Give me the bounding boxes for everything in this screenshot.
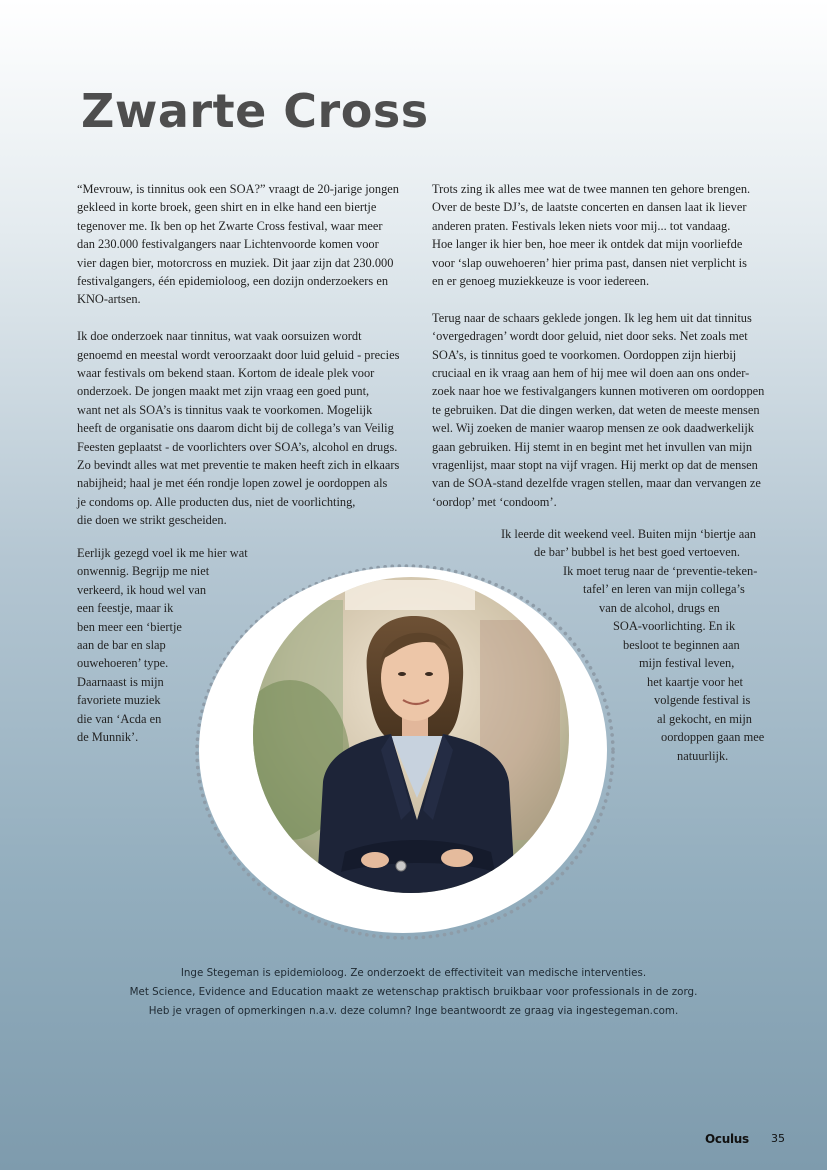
text-line: vragenlijst, maar stopt na vijf vragen. Hij merkt op dat de mensen: [432, 458, 758, 473]
text-line: Ik leerde dit weekend veel. Buiten mijn ‘biertje aan: [501, 527, 756, 541]
text-line: zoek naar hoe we festivalgangers kunnen motiveren om oordoppen: [432, 384, 765, 399]
text-line: voor ‘slap ouwehoeren’ hier prima past, dansen niet verplicht is: [432, 255, 747, 270]
text-line: te gebruiken. Dat die dingen werken, dat weten de meeste mensen: [432, 402, 760, 417]
article-left-column: [77, 180, 417, 548]
page-number: 35: [771, 1132, 785, 1145]
text-line: anderen praten. Festivals leken niets voor mij... tot vandaag.: [432, 218, 731, 233]
magazine-brand: Oculus: [705, 1132, 749, 1146]
article-right-column: [432, 180, 777, 530]
text-line: Terug naar de schaars geklede jongen. Ik leg hem uit dat tinnitus: [432, 310, 752, 325]
text-line: SOA’s, is tinnitus goed te voorkomen. Oordoppen zijn hierbij: [432, 347, 737, 362]
text-line: van de SOA-stand dezelfde vragen stellen, maar dan vervangen ze: [432, 476, 761, 491]
text-line: dan 230.000 festivalgangers naar Lichtenvoorde komen voor: [77, 237, 379, 252]
text-line: heeft de organisatie ons daarom dicht bij de collega’s van Veilig: [77, 421, 394, 436]
text-line: gekleed in korte broek, geen shirt en in elke hand een biertje: [77, 200, 377, 215]
text-line: volgende festival is: [654, 693, 751, 707]
text-line: Daarnaast is mijn: [77, 674, 164, 689]
text-line: natuurlijk.: [677, 749, 729, 763]
text-line: een feestje, maar ik: [77, 601, 174, 616]
text-line: waar festivals om bekend staan. Kortom de ideale plek voor: [77, 366, 375, 381]
author-bio: [0, 964, 827, 1021]
text-line: want net als SOA’s is tinnitus vaak te voorkomen. Mogelijk: [77, 402, 373, 417]
text-line: de bar’ bubbel is het best goed vertoeven.: [534, 545, 740, 559]
text-line: KNO-artsen.: [77, 292, 141, 307]
text-line: gaan gebruiken. Hij stemt in en begint met het invullen van mijn: [432, 439, 753, 454]
text-line: het kaartje voor het: [647, 675, 743, 689]
text-line: nabijheid; haal je met één rondje lopen zowel je oordoppen als: [77, 476, 388, 491]
text-line: onderzoek. De jongen maakt met zijn vraag een goed punt,: [77, 384, 370, 399]
portrait-graphic: [195, 560, 615, 940]
text-line: wel. Wij zoeken de manier waarop mensen ze ook daadwerkelijk: [432, 421, 754, 436]
text-line: favoriete muziek: [77, 693, 161, 708]
text-line: die doen we strikt gescheiden.: [77, 513, 227, 528]
text-line: besloot te beginnen aan: [623, 638, 740, 652]
paragraph: [432, 180, 777, 290]
text-line: Hoe langer ik hier ben, hoe meer ik ontdek dat mijn voorliefde: [432, 237, 743, 252]
text-line: Ik moet terug naar de ‘preventie-teken-: [563, 564, 758, 578]
text-line: de Munnik’.: [77, 730, 139, 745]
paragraph: [77, 180, 417, 309]
text-line: cruciaal en ik vraag aan hem of hij mee wil doen aan ons onder-: [432, 366, 750, 381]
bio-line: Inge Stegeman is epidemioloog. Ze onderzoekt de effectiviteit van medische interventies.: [180, 967, 647, 979]
text-line: “Mevrouw, is tinnitus ook een SOA?” vraagt de 20-jarige jongen: [77, 182, 399, 196]
text-line: al gekocht, en mijn: [657, 712, 752, 726]
text-line: aan de bar en slap: [77, 638, 166, 653]
text-line: mijn festival leven,: [639, 656, 735, 670]
text-line: Eerlijk gezegd voel ik me hier wat: [77, 546, 248, 560]
text-line: oordoppen gaan mee: [661, 730, 765, 744]
text-line: Ik doe onderzoek naar tinnitus, wat vaak oorsuizen wordt: [77, 329, 362, 344]
text-line: tafel’ en leren van mijn collega’s: [583, 582, 745, 596]
text-line: verkeerd, ik houd wel van: [77, 582, 207, 597]
text-line: Feesten geplaatst - de voorlichters over SOA’s, alcohol en drugs.: [77, 439, 398, 454]
text-line: SOA-voorlichting. En ik: [613, 619, 736, 633]
text-line: Zo bevindt alles wat met preventie te maken heeft zich in elkaars: [77, 458, 400, 473]
text-line: Trots zing ik alles mee wat de twee mannen ten gehore brengen.: [432, 182, 751, 196]
text-line: ‘oordop’ met ‘condoom’.: [432, 494, 557, 509]
page-title: Zwarte Cross: [81, 84, 429, 138]
text-line: vier dagen bier, motorcross en muziek. Dit jaar zijn dat 230.000: [77, 255, 394, 270]
text-line: ‘overgedragen’ wordt door geluid, niet door seks. Net zoals met: [432, 329, 748, 344]
text-line: van de alcohol, drugs en: [599, 601, 720, 615]
text-line: ben meer een ‘biertje: [77, 619, 182, 634]
text-line: ouwehoeren’ type.: [77, 656, 169, 671]
text-line: onwennig. Begrijp me niet: [77, 564, 210, 579]
text-line: festivalgangers, één epidemioloog, een dozijn onderzoekers en: [77, 274, 389, 289]
paragraph: [432, 309, 777, 511]
text-line: je condoms op. Alle producten dus, niet de voorlichting,: [77, 494, 356, 509]
text-line: Over de beste DJ’s, de laatste concerten en dansen laat ik liever: [432, 200, 747, 215]
bio-line: Met Science, Evidence and Education maakt ze wetenschap praktisch bruikbaar voor professionals in de zorg.: [129, 986, 698, 998]
portrait-figure: [195, 560, 615, 940]
text-line: tegenover me. Ik ben op het Zwarte Cross festival, waar meer: [77, 218, 383, 233]
text-line: en er genoeg muziekkeuze is voor iedereen.: [432, 274, 650, 289]
text-line: die van ‘Acda en: [77, 711, 162, 726]
text-line: genoemd en meestal wordt veroorzaakt door luid geluid - precies: [77, 347, 400, 362]
bio-line: Heb je vragen of opmerkingen n.a.v. deze column? Inge beantwoordt ze graag via ingestegeman.com.: [148, 1005, 679, 1017]
paragraph: [77, 327, 417, 529]
